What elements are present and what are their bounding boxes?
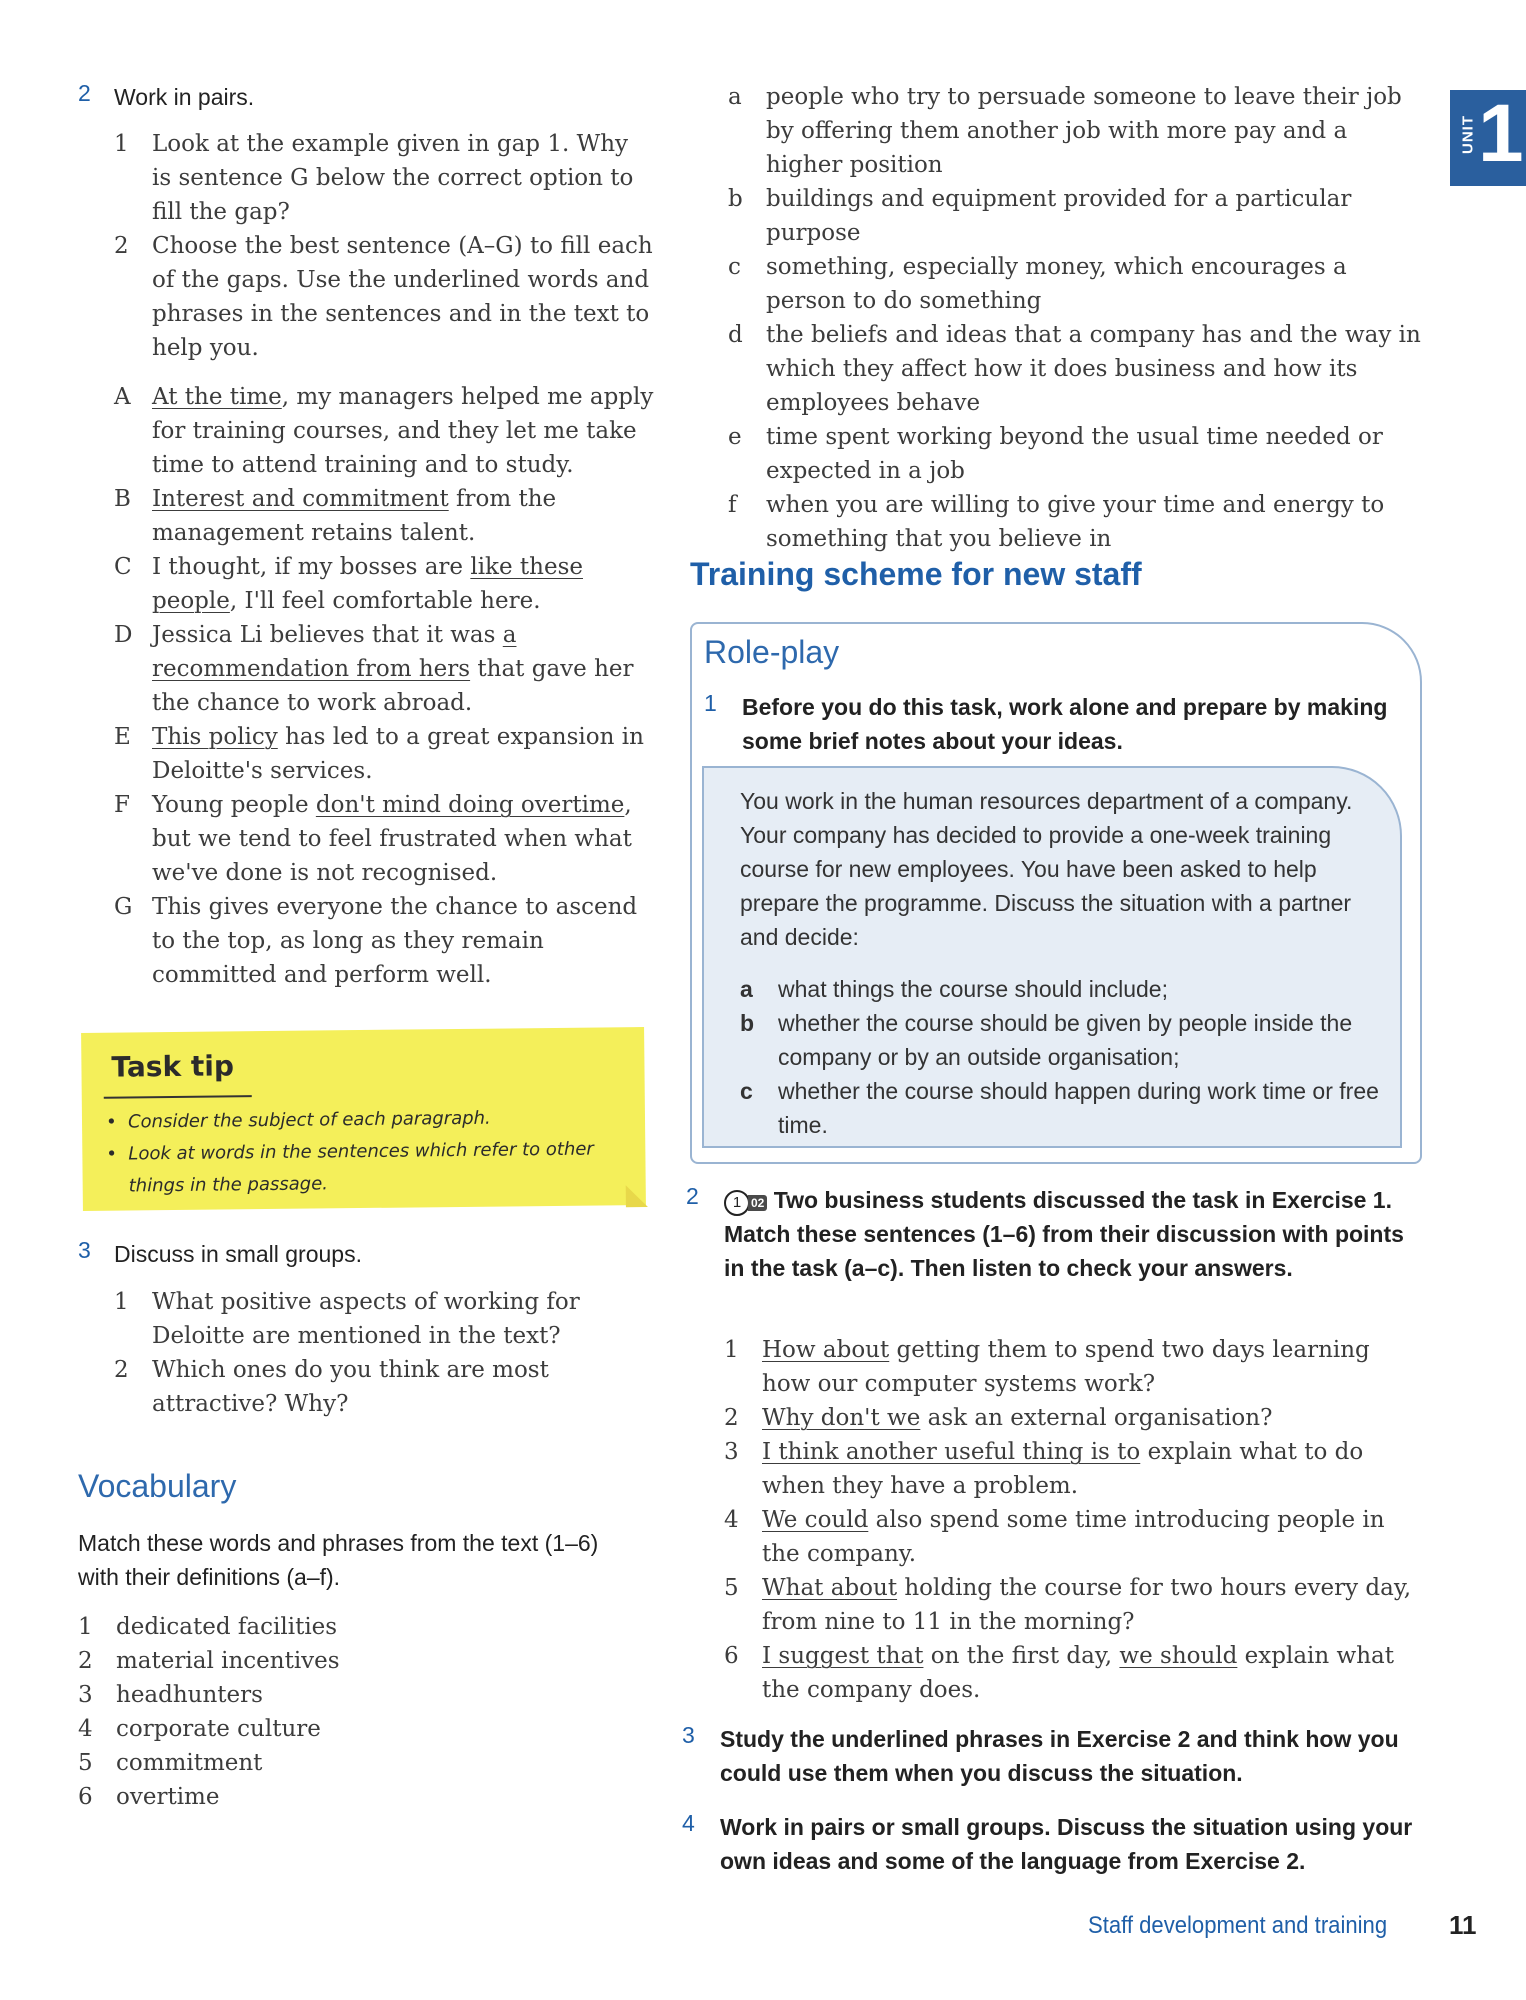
point-text: what things the course should include; (778, 976, 1168, 1002)
exercise-heading-text: Two business students discussed the task in Exercise 1. Match these sentences (1–6) from their discussion with points in the task (a–c). Then listen to check your answers. (724, 1187, 1404, 1281)
vocabulary-instruction: Match these words and phrases from the text (1–6) with their definitions (a–f). (78, 1530, 599, 1590)
task-tip-box (81, 1027, 646, 1211)
sentence-b (114, 482, 654, 550)
definition-a (728, 80, 1428, 182)
definition-text: the beliefs and ideas that a company has and the way in which they affect how it does business and how its employees behave (766, 322, 1421, 416)
vocabulary-word (78, 1678, 598, 1712)
task-tip-bullet: • Consider the subject of each paragraph. (105, 1107, 491, 1133)
sentence-number: 4 (724, 1507, 739, 1533)
task-tip-title: Task tip (111, 1049, 235, 1084)
item-number: 1 (114, 1289, 129, 1315)
exercise-number: 3 (682, 1722, 695, 1748)
sentence-g (114, 890, 654, 992)
point-letter: b (740, 1010, 755, 1036)
vocabulary-word (78, 1644, 598, 1678)
definition-list (728, 80, 1428, 556)
definition-letter: e (728, 424, 742, 450)
exercise-4-right (682, 1810, 1422, 1878)
scenario-point (740, 1074, 1380, 1142)
word-text: overtime (116, 1784, 220, 1810)
sentence-number: 6 (724, 1643, 739, 1669)
role-play-title: Role-play (704, 634, 840, 670)
point-text: whether the course should happen during work time or free time. (778, 1078, 1379, 1138)
role-play-box (690, 622, 1422, 1164)
underlined-phrase: don't mind doing overtime (315, 792, 625, 818)
exercise-2-sentences (724, 1333, 1424, 1707)
sentence-number: 2 (724, 1405, 739, 1431)
task-tip-bullet: • Look at words in the sentences which refer to other things in the passage. (106, 1138, 594, 1197)
point-letter: c (740, 1078, 753, 1104)
item-number: 2 (114, 1357, 129, 1383)
exercise-heading: Study the underlined phrases in Exercise 2 and think how you could use them when you discuss the situation. (720, 1726, 1399, 1786)
word-number: 6 (78, 1784, 93, 1810)
definition-d (728, 318, 1428, 420)
sentence-pre: I thought, if my bosses are (152, 554, 471, 580)
exercise-heading: Before you do this task, work alone and prepare by making some brief notes about your ideas. (742, 694, 1388, 754)
sentence-number: 5 (724, 1575, 739, 1601)
sentence-d (114, 618, 654, 720)
exercise-number: 2 (686, 1183, 699, 1209)
exercise-number: 2 (78, 80, 91, 106)
sentence-text: has led to a great expansion in Deloitte's services. (152, 724, 644, 784)
word-text: corporate culture (116, 1716, 321, 1742)
word-number: 2 (78, 1648, 93, 1674)
vocabulary-word (78, 1610, 598, 1644)
definition-b (728, 182, 1428, 250)
word-number: 5 (78, 1750, 93, 1776)
scenario-point (740, 1006, 1380, 1074)
exercise-3-left (78, 1237, 643, 1271)
exercise-number: 3 (78, 1237, 91, 1263)
word-text: headhunters (116, 1682, 263, 1708)
word-number: 3 (78, 1682, 93, 1708)
scenario-box (702, 766, 1402, 1148)
sentence-letter: C (114, 554, 132, 580)
list-item (114, 1353, 654, 1421)
sentence-list (114, 380, 654, 992)
unit-tab-number: 1 (1478, 88, 1524, 179)
audio-track-number: 02 (748, 1195, 767, 1211)
underlined-phrase: How about (762, 1337, 890, 1363)
task-tip-bullet-text: Consider the subject of each paragraph. (127, 1107, 491, 1133)
sentence-text: explain what to do when they have a problem. (762, 1439, 1364, 1499)
item-text: Which ones do you think are most attractive? Why? (152, 1357, 549, 1417)
sentence-f (114, 788, 654, 890)
sentence-letter: A (114, 384, 131, 410)
item-number: 2 (114, 233, 129, 259)
sentence-mid: on the first day, (923, 1643, 1120, 1669)
word-number: 4 (78, 1716, 93, 1742)
underlined-phrase: What about (762, 1575, 898, 1601)
vocabulary-word (78, 1746, 598, 1780)
scenario-points (740, 972, 1380, 1142)
definition-letter: c (728, 254, 741, 280)
discussion-sentence (724, 1401, 1424, 1435)
definition-e (728, 420, 1428, 488)
underlined-phrase: I think another useful thing is to (762, 1439, 1141, 1465)
sentence-letter: B (114, 486, 131, 512)
discussion-sentence (724, 1571, 1424, 1639)
sentence-text: , my managers helped me apply for training courses, and they let me take time to attend training and to study. (152, 384, 654, 478)
sentence-text: holding the course for two hours every day, from nine to 11 in the morning? (762, 1575, 1412, 1635)
sentence-number: 3 (724, 1439, 739, 1465)
underlined-phrase: Interest and commitment (152, 486, 449, 512)
vocabulary-word-list (78, 1610, 598, 1814)
list-item (114, 229, 654, 365)
underlined-phrase: At the time (152, 384, 282, 410)
sentence-a (114, 380, 654, 482)
sentence-letter: D (114, 622, 133, 648)
exercise-heading (724, 1183, 1426, 1285)
word-text: commitment (116, 1750, 263, 1776)
sentence-text: , but we tend to feel frustrated when what we've done is not recognised. (152, 792, 632, 886)
underlined-phrase: Why don't we (762, 1405, 921, 1431)
item-text: Choose the best sentence (A–G) to fill each of the gaps. Use the underlined words and phrases in the sentences and in the text to help you. (152, 233, 653, 361)
point-letter: a (740, 976, 753, 1002)
task-tip-rule (104, 1095, 252, 1099)
page-curl (626, 1185, 648, 1207)
sentence-text: explain what the company does. (762, 1643, 1394, 1703)
underlined-phrase: We could (762, 1507, 869, 1533)
word-text: dedicated facilities (116, 1614, 338, 1640)
task-tip-bullets (106, 1101, 627, 1202)
sentence-pre: Young people (152, 792, 316, 818)
definition-text: people who try to persuade someone to leave their job by offering them another job with more pay and a higher position (766, 84, 1402, 178)
unit-tab-label: UNIT (1459, 115, 1477, 154)
sentence-text: This gives everyone the chance to ascend to the top, as long as they remain committed and perform well. (152, 894, 638, 988)
exercise-3-items (114, 1285, 654, 1421)
audio-cd-number: 1 (724, 1190, 750, 1216)
sentence-letter: F (114, 792, 130, 818)
sentence-c (114, 550, 654, 618)
list-item (114, 1285, 654, 1353)
exercise-number: 1 (704, 690, 717, 716)
definition-letter: a (728, 84, 742, 110)
underlined-phrase: This policy (152, 724, 278, 750)
page-number: 11 (1449, 1910, 1477, 1940)
role-play-exercise-1 (704, 690, 1394, 758)
exercise-number: 4 (682, 1810, 695, 1836)
footer-title: Staff development and training (1088, 1912, 1388, 1939)
underlined-phrase: a recommendation from hers (152, 622, 517, 682)
definition-letter: f (728, 492, 737, 518)
underlined-phrase-2: we should (1119, 1643, 1238, 1669)
definition-c (728, 250, 1428, 318)
sentence-number: 1 (724, 1337, 739, 1363)
word-text: material incentives (116, 1648, 340, 1674)
sentence-text: ask an external organisation? (920, 1405, 1273, 1431)
item-number: 1 (114, 131, 129, 157)
section-title: Training scheme for new staff (690, 556, 1142, 592)
discussion-sentence (724, 1333, 1424, 1401)
scenario-text: You work in the human resources department of a company. Your company has decided to provide a one-week training course for new employees. You have been asked to help prepare the programme. Discuss the situation with a partner and decide: (740, 788, 1353, 950)
sentence-e (114, 720, 654, 788)
exercise-2-right (686, 1183, 1426, 1285)
discussion-sentence (724, 1435, 1424, 1503)
definition-f (728, 488, 1428, 556)
discussion-sentence (724, 1503, 1424, 1571)
audio-icon[interactable] (724, 1190, 767, 1216)
item-text: Look at the example given in gap 1. Why is sentence G below the correct option to fill the gap? (152, 131, 634, 225)
sentence-letter: G (114, 894, 133, 920)
word-number: 1 (78, 1614, 93, 1640)
vocabulary-word (78, 1780, 598, 1814)
vocabulary-title: Vocabulary (78, 1468, 237, 1504)
task-tip-bullet-text: Look at words in the sentences which refer to other things in the passage. (128, 1138, 594, 1197)
unit-tab (1450, 90, 1526, 186)
exercise-2-left (78, 80, 643, 114)
sentence-text: from the management retains talent. (152, 486, 557, 546)
underlined-phrase: like these people (152, 554, 583, 614)
definition-letter: d (728, 322, 743, 348)
exercise-heading: Work in pairs or small groups. Discuss the situation using your own ideas and some of the language from Exercise 2. (720, 1814, 1413, 1874)
sentence-text: , I'll feel comfortable here. (229, 588, 541, 614)
item-text: What positive aspects of working for Deloitte are mentioned in the text? (152, 1289, 580, 1349)
sentence-text: getting them to spend two days learning how our computer systems work? (762, 1337, 1370, 1397)
definition-text: buildings and equipment provided for a particular purpose (766, 186, 1352, 246)
definition-text: when you are willing to give your time and energy to something that you believe in (766, 492, 1385, 552)
discussion-sentence (724, 1639, 1424, 1707)
exercise-heading: Discuss in small groups. (114, 1241, 362, 1267)
exercise-2-items (114, 127, 654, 365)
definition-letter: b (728, 186, 743, 212)
definition-text: something, especially money, which encourages a person to do something (766, 254, 1347, 314)
list-item (114, 127, 654, 229)
exercise-3-right (682, 1722, 1422, 1790)
sentence-text: also spend some time introducing people in the company. (762, 1507, 1385, 1567)
point-text: whether the course should be given by people inside the company or by an outside organisation; (778, 1010, 1353, 1070)
definition-text: time spent working beyond the usual time needed or expected in a job (766, 424, 1383, 484)
vocabulary-word (78, 1712, 598, 1746)
sentence-text: that gave her the chance to work abroad. (152, 656, 634, 716)
underlined-phrase: I suggest that (762, 1643, 924, 1669)
sentence-letter: E (114, 724, 131, 750)
scenario-point (740, 972, 1380, 1006)
sentence-pre: Jessica Li believes that it was (152, 622, 503, 648)
exercise-heading: Work in pairs. (114, 84, 255, 110)
